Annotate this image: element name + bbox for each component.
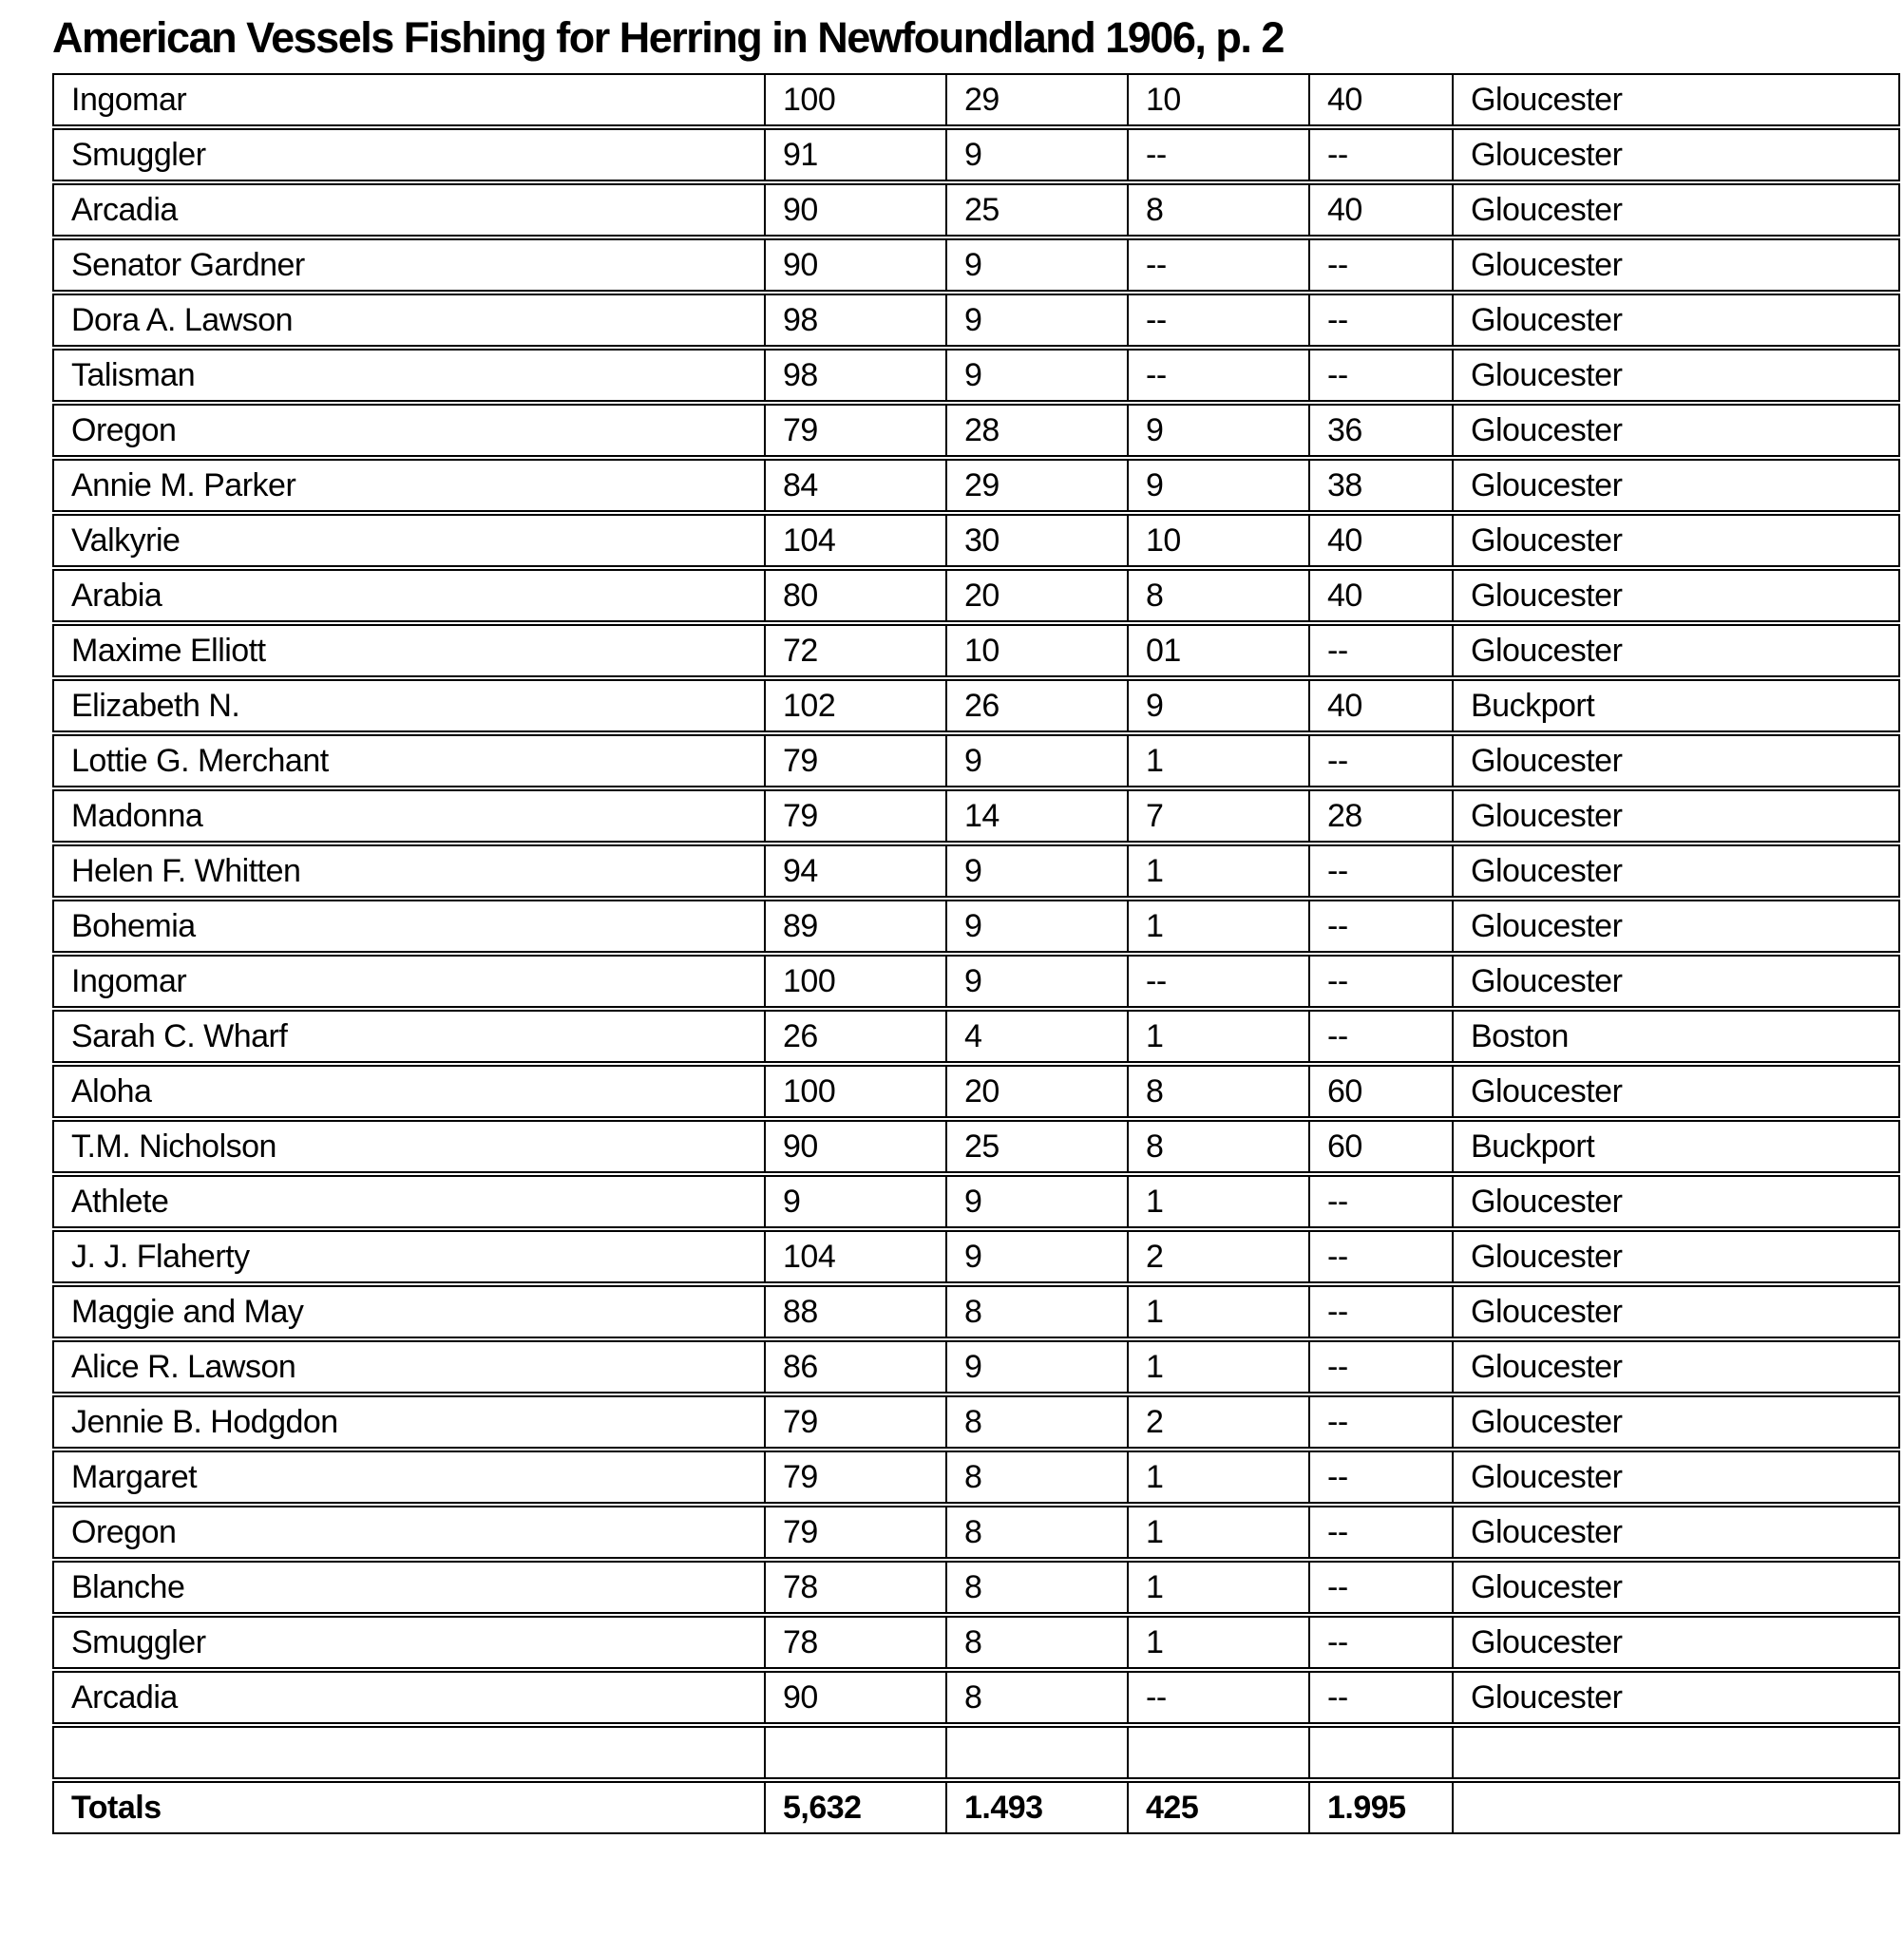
value-cell xyxy=(765,1726,946,1779)
value-cell: 26 xyxy=(946,679,1128,732)
value-cell: 84 xyxy=(765,459,946,512)
value-cell: 28 xyxy=(946,404,1128,457)
value-cell: -- xyxy=(1309,1395,1453,1449)
value-cell: 78 xyxy=(765,1561,946,1614)
table-row xyxy=(52,679,1900,732)
value-cell: 90 xyxy=(765,238,946,292)
value-cell: 26 xyxy=(765,1010,946,1063)
value-cell: 60 xyxy=(1309,1065,1453,1118)
value-cell: 9 xyxy=(1128,404,1309,457)
vessel-name-cell: J. J. Flaherty xyxy=(52,1230,765,1283)
value-cell: -- xyxy=(1309,1616,1453,1669)
value-cell: 30 xyxy=(946,514,1128,567)
value-cell: -- xyxy=(1128,238,1309,292)
value-cell: -- xyxy=(1128,128,1309,181)
value-cell: 98 xyxy=(765,349,946,402)
vessel-name-cell xyxy=(52,1726,765,1779)
value-cell: -- xyxy=(1128,349,1309,402)
port-cell: Gloucester xyxy=(1453,1561,1900,1614)
value-cell: -- xyxy=(1309,238,1453,292)
table-row xyxy=(52,1561,1900,1614)
value-cell: -- xyxy=(1309,1340,1453,1394)
value-cell: 40 xyxy=(1309,73,1453,126)
port-cell: Gloucester xyxy=(1453,1175,1900,1228)
value-cell: 9 xyxy=(946,294,1128,347)
value-cell: 9 xyxy=(1128,459,1309,512)
port-cell: Gloucester xyxy=(1453,238,1900,292)
value-cell: 102 xyxy=(765,679,946,732)
vessel-name-cell: Oregon xyxy=(52,1506,765,1559)
value-cell xyxy=(946,1726,1128,1779)
port-cell: Gloucester xyxy=(1453,349,1900,402)
vessel-name-cell: Athlete xyxy=(52,1175,765,1228)
value-cell: 79 xyxy=(765,789,946,843)
table-row xyxy=(52,1010,1900,1063)
table-row xyxy=(52,294,1900,347)
port-cell xyxy=(1453,1726,1900,1779)
vessel-name-cell: Madonna xyxy=(52,789,765,843)
port-cell: Gloucester xyxy=(1453,1671,1900,1724)
table-row xyxy=(52,404,1900,457)
value-cell: 88 xyxy=(765,1285,946,1338)
value-cell: 9 xyxy=(946,1340,1128,1394)
table-row xyxy=(52,844,1900,898)
value-cell: -- xyxy=(1309,1671,1453,1724)
port-cell: Gloucester xyxy=(1453,514,1900,567)
vessel-name-cell: Arabia xyxy=(52,569,765,622)
value-cell: -- xyxy=(1309,1561,1453,1614)
value-cell: 25 xyxy=(946,1120,1128,1173)
port-cell: Gloucester xyxy=(1453,624,1900,677)
value-cell: 29 xyxy=(946,73,1128,126)
value-cell xyxy=(1309,1726,1453,1779)
value-cell: 25 xyxy=(946,183,1128,237)
value-cell: 9 xyxy=(946,1175,1128,1228)
value-cell: -- xyxy=(1309,349,1453,402)
totals-value-cell: 1.995 xyxy=(1309,1781,1453,1834)
page-title: American Vessels Fishing for Herring in Newfoundland 1906, p. 2 xyxy=(52,13,1284,62)
value-cell: -- xyxy=(1128,294,1309,347)
port-cell: Gloucester xyxy=(1453,183,1900,237)
port-cell: Gloucester xyxy=(1453,789,1900,843)
value-cell: 1 xyxy=(1128,734,1309,787)
value-cell: 20 xyxy=(946,1065,1128,1118)
port-cell: Gloucester xyxy=(1453,459,1900,512)
value-cell: 9 xyxy=(946,128,1128,181)
value-cell: 8 xyxy=(1128,569,1309,622)
value-cell: 1 xyxy=(1128,844,1309,898)
table-row xyxy=(52,459,1900,512)
port-cell: Gloucester xyxy=(1453,1506,1900,1559)
value-cell: 8 xyxy=(1128,1120,1309,1173)
value-cell: -- xyxy=(1309,1450,1453,1504)
table-row xyxy=(52,1671,1900,1724)
vessel-name-cell: Smuggler xyxy=(52,128,765,181)
value-cell: 90 xyxy=(765,1671,946,1724)
value-cell: 79 xyxy=(765,1395,946,1449)
value-cell: 90 xyxy=(765,183,946,237)
value-cell: 9 xyxy=(946,734,1128,787)
table-row xyxy=(52,1120,1900,1173)
totals-port-cell xyxy=(1453,1781,1900,1834)
vessel-name-cell: Blanche xyxy=(52,1561,765,1614)
value-cell: 89 xyxy=(765,900,946,953)
value-cell: 94 xyxy=(765,844,946,898)
vessels-table-body xyxy=(52,73,1900,1834)
value-cell: -- xyxy=(1309,734,1453,787)
table-row xyxy=(52,789,1900,843)
vessel-name-cell: Elizabeth N. xyxy=(52,679,765,732)
value-cell: 8 xyxy=(1128,183,1309,237)
value-cell: 60 xyxy=(1309,1120,1453,1173)
port-cell: Gloucester xyxy=(1453,404,1900,457)
table-row xyxy=(52,73,1900,126)
value-cell: 86 xyxy=(765,1340,946,1394)
vessel-name-cell: Senator Gardner xyxy=(52,238,765,292)
value-cell: 1 xyxy=(1128,1561,1309,1614)
value-cell: -- xyxy=(1309,1230,1453,1283)
totals-value-cell: 425 xyxy=(1128,1781,1309,1834)
value-cell: 79 xyxy=(765,1450,946,1504)
value-cell: -- xyxy=(1309,294,1453,347)
value-cell: -- xyxy=(1309,900,1453,953)
vessel-name-cell: Alice R. Lawson xyxy=(52,1340,765,1394)
value-cell: -- xyxy=(1128,955,1309,1008)
totals-row xyxy=(52,1781,1900,1834)
value-cell: 79 xyxy=(765,734,946,787)
value-cell: 79 xyxy=(765,1506,946,1559)
value-cell: 9 xyxy=(946,844,1128,898)
vessel-name-cell: Smuggler xyxy=(52,1616,765,1669)
table-row xyxy=(52,238,1900,292)
value-cell: 10 xyxy=(946,624,1128,677)
vessel-name-cell: Ingomar xyxy=(52,955,765,1008)
value-cell: 104 xyxy=(765,1230,946,1283)
port-cell: Gloucester xyxy=(1453,294,1900,347)
port-cell: Gloucester xyxy=(1453,128,1900,181)
vessel-name-cell: Talisman xyxy=(52,349,765,402)
value-cell: 72 xyxy=(765,624,946,677)
port-cell: Gloucester xyxy=(1453,1616,1900,1669)
value-cell: 40 xyxy=(1309,514,1453,567)
port-cell: Gloucester xyxy=(1453,900,1900,953)
value-cell: 104 xyxy=(765,514,946,567)
vessel-name-cell: Bohemia xyxy=(52,900,765,953)
value-cell: 9 xyxy=(946,349,1128,402)
port-cell: Gloucester xyxy=(1453,569,1900,622)
value-cell: -- xyxy=(1309,955,1453,1008)
value-cell: 9 xyxy=(765,1175,946,1228)
value-cell: -- xyxy=(1309,844,1453,898)
table-row xyxy=(52,1285,1900,1338)
table-row xyxy=(52,955,1900,1008)
value-cell: 4 xyxy=(946,1010,1128,1063)
value-cell xyxy=(1128,1726,1309,1779)
table-row xyxy=(52,1340,1900,1394)
vessel-name-cell: Arcadia xyxy=(52,1671,765,1724)
vessel-name-cell: Arcadia xyxy=(52,183,765,237)
value-cell: 100 xyxy=(765,955,946,1008)
value-cell: 8 xyxy=(946,1450,1128,1504)
table-row xyxy=(52,1506,1900,1559)
value-cell: 38 xyxy=(1309,459,1453,512)
table-row xyxy=(52,128,1900,181)
value-cell: -- xyxy=(1128,1671,1309,1724)
port-cell: Gloucester xyxy=(1453,1285,1900,1338)
value-cell: -- xyxy=(1309,1506,1453,1559)
table-row xyxy=(52,1175,1900,1228)
value-cell: 1 xyxy=(1128,1450,1309,1504)
page xyxy=(0,13,1904,1934)
empty-row xyxy=(52,1726,1900,1779)
value-cell: 2 xyxy=(1128,1230,1309,1283)
vessel-name-cell: Maxime Elliott xyxy=(52,624,765,677)
table-row xyxy=(52,183,1900,237)
value-cell: -- xyxy=(1309,624,1453,677)
value-cell: 100 xyxy=(765,1065,946,1118)
value-cell: 40 xyxy=(1309,679,1453,732)
vessel-name-cell: Maggie and May xyxy=(52,1285,765,1338)
totals-value-cell: 5,632 xyxy=(765,1781,946,1834)
vessel-name-cell: Jennie B. Hodgdon xyxy=(52,1395,765,1449)
port-cell: Gloucester xyxy=(1453,1065,1900,1118)
vessel-name-cell: Helen F. Whitten xyxy=(52,844,765,898)
value-cell: 1 xyxy=(1128,900,1309,953)
value-cell: 8 xyxy=(946,1506,1128,1559)
table-row xyxy=(52,1065,1900,1118)
table-row xyxy=(52,349,1900,402)
vessel-name-cell: T.M. Nicholson xyxy=(52,1120,765,1173)
value-cell: 40 xyxy=(1309,183,1453,237)
value-cell: 01 xyxy=(1128,624,1309,677)
vessel-name-cell: Ingomar xyxy=(52,73,765,126)
vessel-name-cell: Lottie G. Merchant xyxy=(52,734,765,787)
port-cell: Boston xyxy=(1453,1010,1900,1063)
value-cell: 1 xyxy=(1128,1506,1309,1559)
value-cell: 1 xyxy=(1128,1175,1309,1228)
value-cell: 9 xyxy=(946,1230,1128,1283)
value-cell: 14 xyxy=(946,789,1128,843)
value-cell: 1 xyxy=(1128,1010,1309,1063)
value-cell: 8 xyxy=(946,1671,1128,1724)
port-cell: Gloucester xyxy=(1453,955,1900,1008)
value-cell: 91 xyxy=(765,128,946,181)
value-cell: 79 xyxy=(765,404,946,457)
value-cell: 29 xyxy=(946,459,1128,512)
vessel-name-cell: Margaret xyxy=(52,1450,765,1504)
value-cell: 1 xyxy=(1128,1616,1309,1669)
table-row xyxy=(52,514,1900,567)
value-cell: 8 xyxy=(946,1395,1128,1449)
value-cell: 98 xyxy=(765,294,946,347)
vessel-name-cell: Valkyrie xyxy=(52,514,765,567)
table-row xyxy=(52,569,1900,622)
table-row xyxy=(52,1616,1900,1669)
value-cell: 9 xyxy=(946,955,1128,1008)
value-cell: -- xyxy=(1309,1010,1453,1063)
value-cell: 90 xyxy=(765,1120,946,1173)
value-cell: 8 xyxy=(946,1616,1128,1669)
value-cell: 40 xyxy=(1309,569,1453,622)
table-row xyxy=(52,900,1900,953)
value-cell: 10 xyxy=(1128,73,1309,126)
vessel-name-cell: Aloha xyxy=(52,1065,765,1118)
value-cell: 8 xyxy=(1128,1065,1309,1118)
vessel-name-cell: Oregon xyxy=(52,404,765,457)
port-cell: Gloucester xyxy=(1453,73,1900,126)
value-cell: 1 xyxy=(1128,1285,1309,1338)
table-row xyxy=(52,1395,1900,1449)
value-cell: 9 xyxy=(946,900,1128,953)
vessel-name-cell: Sarah C. Wharf xyxy=(52,1010,765,1063)
value-cell: 9 xyxy=(1128,679,1309,732)
vessels-table xyxy=(52,71,1900,1836)
value-cell: 80 xyxy=(765,569,946,622)
value-cell: -- xyxy=(1309,128,1453,181)
table-row xyxy=(52,1450,1900,1504)
vessel-name-cell: Dora A. Lawson xyxy=(52,294,765,347)
table-row xyxy=(52,624,1900,677)
value-cell: -- xyxy=(1309,1175,1453,1228)
port-cell: Gloucester xyxy=(1453,844,1900,898)
value-cell: 9 xyxy=(946,238,1128,292)
value-cell: 2 xyxy=(1128,1395,1309,1449)
port-cell: Buckport xyxy=(1453,679,1900,732)
port-cell: Gloucester xyxy=(1453,1395,1900,1449)
table-row xyxy=(52,734,1900,787)
totals-label-cell: Totals xyxy=(52,1781,765,1834)
value-cell: 8 xyxy=(946,1561,1128,1614)
port-cell: Gloucester xyxy=(1453,734,1900,787)
value-cell: 1 xyxy=(1128,1340,1309,1394)
value-cell: -- xyxy=(1309,1285,1453,1338)
port-cell: Gloucester xyxy=(1453,1230,1900,1283)
vessel-name-cell: Annie M. Parker xyxy=(52,459,765,512)
port-cell: Gloucester xyxy=(1453,1340,1900,1394)
value-cell: 20 xyxy=(946,569,1128,622)
totals-value-cell: 1.493 xyxy=(946,1781,1128,1834)
table-row xyxy=(52,1230,1900,1283)
value-cell: 7 xyxy=(1128,789,1309,843)
value-cell: 36 xyxy=(1309,404,1453,457)
port-cell: Buckport xyxy=(1453,1120,1900,1173)
value-cell: 8 xyxy=(946,1285,1128,1338)
value-cell: 28 xyxy=(1309,789,1453,843)
port-cell: Gloucester xyxy=(1453,1450,1900,1504)
value-cell: 100 xyxy=(765,73,946,126)
value-cell: 10 xyxy=(1128,514,1309,567)
value-cell: 78 xyxy=(765,1616,946,1669)
